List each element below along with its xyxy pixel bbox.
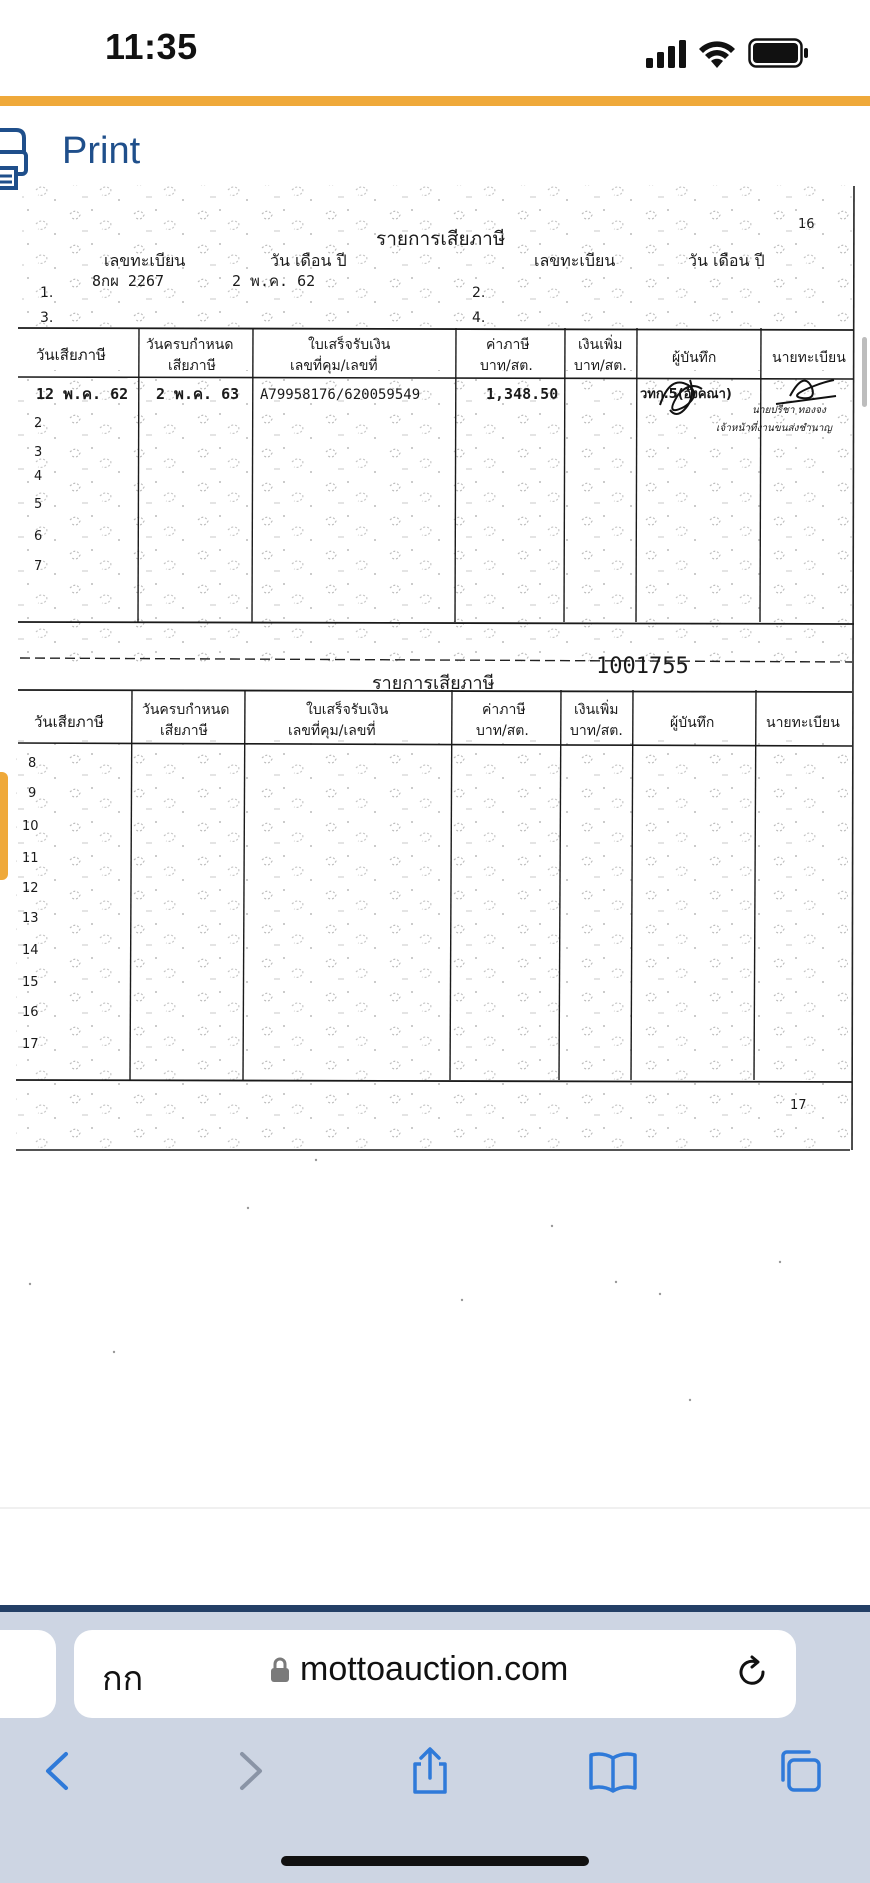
share-icon[interactable] — [405, 1746, 455, 1796]
bottom-col-3-header-2: เลขที่คุม/เลขที่ — [288, 723, 376, 739]
bottom-row-number: 16 — [22, 1005, 39, 1020]
bottom-col-4-header-1: ค่าภาษี — [482, 702, 526, 718]
top-col-4-header-1: ค่าภาษี — [486, 337, 530, 353]
speckle-bottom — [16, 1082, 848, 1148]
top-col-5-header-1: เงินเพิ่ม — [578, 337, 623, 353]
tabs-icon[interactable] — [775, 1746, 825, 1796]
top-col-3-header-2: เลขที่คุม/เลขที่ — [290, 358, 378, 374]
bottom-row-number: 8 — [28, 756, 37, 771]
bookmarks-icon[interactable] — [588, 1746, 638, 1796]
bottom-row-number: 10 — [22, 819, 39, 834]
record-1-due-date: 2 พ.ค. 63 — [156, 385, 240, 403]
date-label-2: วัน เดือน ปี — [688, 251, 765, 270]
url-display[interactable] — [270, 1650, 730, 1689]
side-handle[interactable] — [0, 772, 8, 880]
lock-icon — [270, 1657, 290, 1683]
home-indicator — [281, 1856, 589, 1866]
scanned-tax-document — [0, 180, 870, 1510]
status-time: 11:35 — [105, 26, 198, 67]
reg-label-1: เลขทะเบียน — [104, 251, 186, 270]
bottom-row-number: 11 — [22, 851, 39, 866]
speckle-top-table — [18, 370, 852, 622]
record-1-tax-date: 12 พ.ค. 62 — [36, 385, 129, 403]
record-1-officer-name: นายปรีชา ทองจง — [752, 405, 826, 416]
back-icon[interactable] — [34, 1746, 84, 1796]
bottom-row-number: 13 — [22, 911, 39, 926]
top-row-number: 6 — [34, 529, 43, 544]
bottom-col-6-header: ผู้บันทึก — [670, 715, 715, 731]
bottom-col-5-header-1: เงินเพิ่ม — [574, 702, 619, 718]
top-col-6-header: ผู้บันทึก — [672, 350, 717, 366]
top-col-3-header-1: ใบเสร็จรับเงิน — [308, 337, 391, 353]
bottom-col-1-header: วันเสียภาษี — [34, 713, 104, 731]
url-text: mottoauction.com — [300, 1650, 569, 1688]
plate-value: 8กผ 2267 — [92, 272, 165, 290]
top-row-number: 3 — [34, 445, 43, 460]
record-1-recorder: วทก.5(อังคณา) — [640, 387, 732, 402]
bottom-col-5-header-2: บาท/สต. — [570, 723, 623, 739]
print-title[interactable]: Print — [62, 130, 141, 172]
line-2-label: 2. — [472, 285, 486, 301]
bottom-section-title: รายการเสียภาษี — [372, 673, 495, 694]
bottom-col-3-header-1: ใบเสร็จรับเงิน — [306, 702, 389, 718]
top-row-number: 7 — [34, 559, 43, 574]
record-1-tax-amount: 1,348.50 — [486, 385, 559, 403]
bottom-col-2-header-2: เสียภาษี — [160, 723, 208, 739]
record-1-receipt-no: A79958176/620059549 — [260, 387, 421, 403]
wifi-icon — [698, 40, 736, 68]
bottom-row-number: 9 — [28, 786, 37, 801]
bottom-col-4-header-2: บาท/สต. — [476, 723, 529, 739]
status-icons — [646, 34, 810, 68]
top-col-4-header-2: บาท/สต. — [480, 358, 533, 374]
forward-icon[interactable] — [224, 1746, 274, 1796]
status-bar — [0, 0, 870, 96]
reg-date-value: 2 พ.ค. 62 — [232, 272, 316, 290]
line-1-label: 1. — [40, 285, 54, 301]
bottom-row-number: 14 — [22, 943, 39, 958]
scrollbar-thumb[interactable] — [862, 337, 867, 407]
reg-label-2: เลขทะเบียน — [534, 251, 616, 270]
speckle-bottom-table — [16, 740, 848, 1080]
bottom-col-2-header-1: วันครบกำหนด — [142, 702, 230, 718]
top-col-1-header: วันเสียภาษี — [36, 346, 106, 364]
header-accent-bar — [0, 96, 870, 106]
previous-tab-peek[interactable] — [0, 1630, 56, 1718]
cellular-signal-icon — [646, 40, 686, 68]
bottom-row-number: 17 — [22, 1037, 39, 1052]
speckle-strip — [18, 622, 852, 662]
date-label-1: วัน เดือน ปี — [270, 251, 347, 270]
bottom-row-number: 12 — [22, 881, 39, 896]
bottom-row-number: 15 — [22, 975, 39, 990]
top-row-number: 5 — [34, 497, 43, 512]
reload-icon[interactable] — [732, 1652, 772, 1692]
text-size-button[interactable]: กก — [102, 1659, 144, 1699]
top-col-2-header-1: วันครบกำหนด — [146, 337, 234, 353]
page-number-bottom: 17 — [790, 1098, 807, 1113]
record-1-officer-title: เจ้าหน้าที่งานขนส่งชำนาญ — [716, 423, 832, 434]
battery-icon — [748, 38, 810, 68]
top-col-7-header: นายทะเบียน — [772, 350, 846, 366]
top-col-2-header-2: เสียภาษี — [168, 358, 216, 374]
bottom-col-7-header: นายทะเบียน — [766, 715, 840, 731]
scan-specks — [29, 1159, 781, 1401]
top-row-number: 2 — [34, 416, 43, 431]
toolbar-top-border — [0, 1605, 870, 1612]
top-col-5-header-2: บาท/สต. — [574, 358, 627, 374]
line-3-label: 3. — [40, 310, 54, 326]
page-number-top: 16 — [798, 217, 815, 232]
top-section-title: รายการเสียภาษี — [376, 228, 506, 250]
top-row-number: 4 — [34, 469, 43, 484]
line-4-label: 4. — [472, 310, 486, 326]
middle-strip-number: 1001755 — [596, 654, 689, 679]
